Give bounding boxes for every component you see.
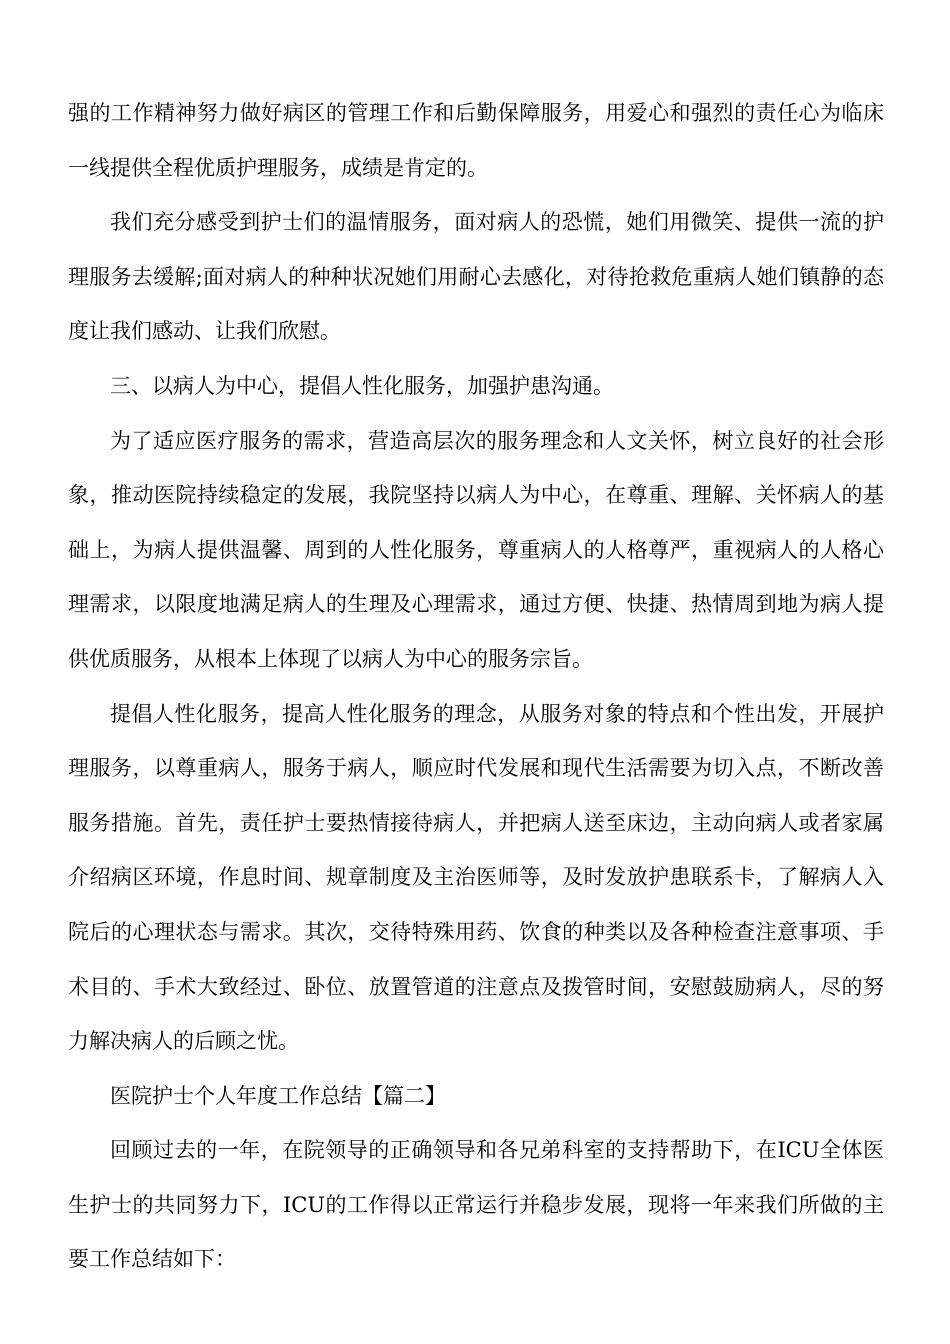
paragraph: 我们充分感受到护士们的温情服务，面对病人的恐慌，她们用微笑、提供一流的护理服务去缓解;面对病人的种种状况她们用耐心去感化，对待抢救危重病人她们镇静的态度让我们感动、让我们欣慰。: [68, 210, 884, 344]
article-title: 医院护士个人年度工作总结【篇二】: [110, 1083, 446, 1108]
section-heading: 三、以病人为中心，提倡人性化服务，加强护患沟通。: [110, 373, 614, 398]
paragraph-continued: 强的工作精神努力做好病区的管理工作和后勤保障服务，用爱心和强烈的责任心为临床一线提供全程优质护理服务，成绩是肯定的。: [68, 101, 884, 180]
paragraph: 提倡人性化服务，提高人性化服务的理念，从服务对象的特点和个性出发，开展护理服务，以尊重病人，服务于病人，顺应时代发展和现代生活需要为切入点，不断改善服务措施。首先，责任护士要热情接待病人，并把病人送至床边，主动向病人或者家属介绍病区环境，作息时间、规章制度及主治医师等，及时发放护患联系卡，了解病人入院后的心理状态与需求。其次，交待特殊用药、饮食的种类以及各种检查注意事项、手术目的、手术大致经过、卧位、放置管道的注意点及拨管时间，安慰鼓励病人，尽的努力解决病人的后顾之忧。: [68, 701, 884, 1054]
paragraph: 为了适应医疗服务的需求，营造高层次的服务理念和人文关怀，树立良好的社会形象，推动医院持续稳定的发展，我院坚持以病人为中心，在尊重、理解、关怀病人的基础上，为病人提供温馨、周到的人性化服务，尊重病人的人格尊严，重视病人的人格心理需求，以限度地满足病人的生理及心理需求，通过方便、快捷、热情周到地为病人提供优质服务，从根本上体现了以病人为中心的服务宗旨。: [68, 428, 884, 671]
document-body: [68, 86, 884, 1287]
paragraph: 回顾过去的一年，在院领导的正确领导和各兄弟科室的支持帮助下，在ICU全体医生护士的共同努力下，ICU的工作得以正常运行并稳步发展，现将一年来我们所做的主要工作总结如下：: [68, 1138, 884, 1272]
